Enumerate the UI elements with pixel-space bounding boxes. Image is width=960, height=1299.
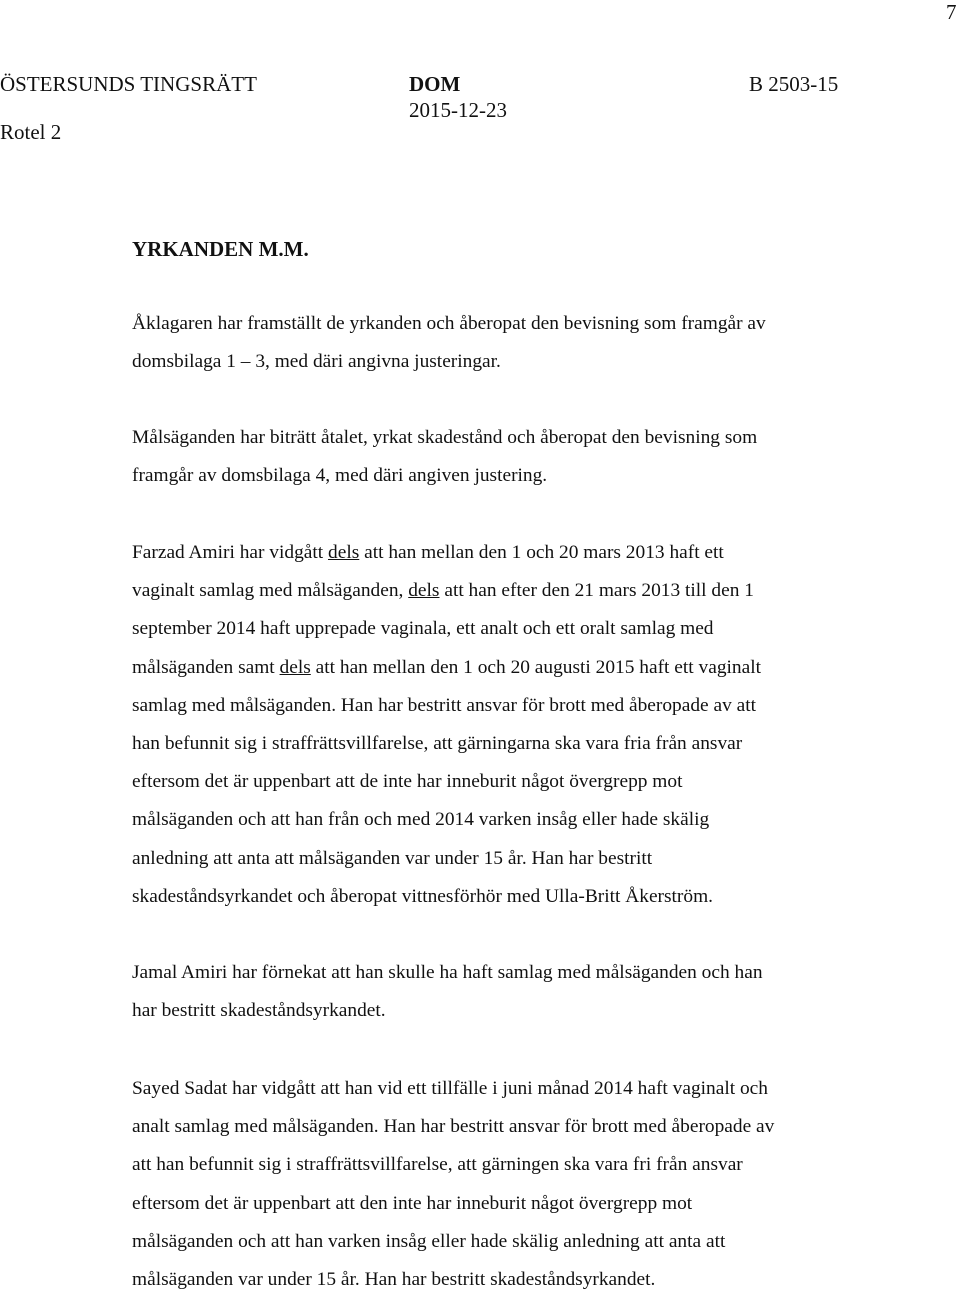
text-line: målsäganden och att han varken insåg eller hade skälig anledning att anta att [132,1230,726,1252]
text-line: domsbilaga 1 – 3, med däri angivna justeringar. [132,351,501,373]
text-line: Åklagaren har framställt de yrkanden och åberopat den bevisning som framgår av [132,313,766,334]
text-line: målsäganden samt dels att han mellan den 1 och 20 augusti 2015 haft ett vaginalt [132,656,761,678]
document-date: 2015-12-23 [409,98,507,122]
paragraph-defendant-3 [132,1070,912,1299]
text-line: analt samlag med målsäganden. Han har bestritt ansvar för brott med åberopade av [132,1116,775,1138]
page-number: 7 [946,0,957,24]
section-heading: YRKANDEN M.M. [132,237,309,261]
division-label: Rotel 2 [0,120,62,144]
court-name: ÖSTERSUNDS TINGSRÄTT [0,72,257,96]
text-line: framgår av domsbilaga 4, med däri angiven justering. [132,465,548,487]
text-line: eftersom det är uppenbart att de inte har inneburit något övergrepp mot [132,771,683,793]
text-line: målsäganden och att han från och med 2014 varken insåg eller hade skälig [132,809,710,831]
text-line: september 2014 haft upprepade vaginala, ett analt och ett oralt samlag med [132,618,714,640]
paragraph-defendant-1 [132,534,912,916]
text-line: skadeståndsyrkandet och åberopat vittnesförhör med Ulla-Britt Åkerström. [132,885,714,907]
text-line: har bestritt skadeståndsyrkandet. [132,1000,386,1022]
paragraph-plaintiff-claims [132,419,912,495]
paragraph-prosecutor-claims [132,305,912,381]
paragraph-defendant-2 [132,954,912,1030]
text-line: Farzad Amiri har vidgått dels att han mellan den 1 och 20 mars 2013 haft ett [132,542,724,563]
text-line: Jamal Amiri har förnekat att han skulle ha haft samlag med målsäganden och han [132,962,763,983]
text-line: vaginalt samlag med målsäganden, dels att han efter den 21 mars 2013 till den 1 [132,580,754,602]
text-line: att han befunnit sig i straffrättsvillfarelse, att gärningen ska vara fri från ansvar [132,1154,743,1176]
case-number: B 2503-15 [749,72,839,96]
text-line: anledning att anta att målsäganden var under 15 år. Han har bestritt [132,847,653,869]
text-line: samlag med målsäganden. Han har bestritt ansvar för brott med åberopade av att [132,694,757,716]
document-type: DOM [409,72,461,96]
text-line: Sayed Sadat har vidgått att han vid ett tillfälle i juni månad 2014 haft vaginalt och [132,1078,768,1099]
text-line: eftersom det är uppenbart att den inte har inneburit något övergrepp mot [132,1192,693,1214]
text-line: målsäganden var under 15 år. Han har bestritt skadeståndsyrkandet. [132,1269,656,1291]
text-line: han befunnit sig i straffrättsvillfarelse, att gärningarna ska vara fria från ansvar [132,733,743,755]
text-line: Målsäganden har biträtt åtalet, yrkat skadestånd och åberopat den bevisning som [132,427,758,448]
